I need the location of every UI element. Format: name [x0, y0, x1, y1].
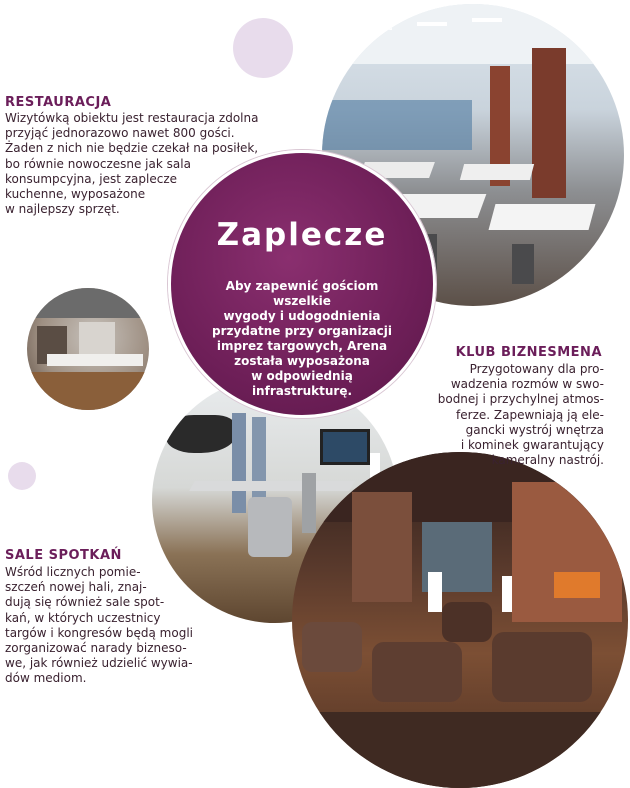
restauracja-heading: RESTAURACJA: [5, 95, 112, 110]
business-club-photo: [292, 452, 628, 788]
klub-text: Przygotowany dla pro- wadzenia rozmów w swo- bodnej i przychylnej atmos- ferze. Zapewniają ją ele- gancki wystrój wnętrza i kominek gwarantujący kameralny nastrój.: [437, 362, 604, 468]
decorative-circle-left: [8, 462, 36, 490]
center-title: Zaplecze: [216, 217, 388, 253]
klub-heading: KLUB BIZNESMENA: [455, 345, 602, 360]
decorative-circle-top: [233, 18, 293, 78]
sale-heading: SALE SPOTKAŃ: [5, 548, 122, 563]
center-text: Aby zapewnić gościom wszelkie wygody i udogodnienia przydatne przy organizacji imprez targowych, Arena została wyposażona w odpowiednią infrastrukturę.: [211, 279, 393, 398]
restauracja-text: Wizytówką obiektu jest restauracja zdolna przyjąć jednorazowo nawet 800 gości. Żaden z nich nie będzie czekał na posiłek, bo równie nowoczesne jak sala konsumpcyjna, jest zaplecze kuchenne, wyposażone w najlepszy sprzęt.: [5, 111, 259, 217]
sale-text: Wśród licznych pomie- szczeń nowej hali, znaj- dują się również sale spot- kań, w których uczestnicy targów i kongresów będą mogli zorganizować narady bizneso- we, jak również udzielić wywia- dów mediom.: [5, 565, 193, 686]
washroom-photo: [27, 288, 149, 410]
